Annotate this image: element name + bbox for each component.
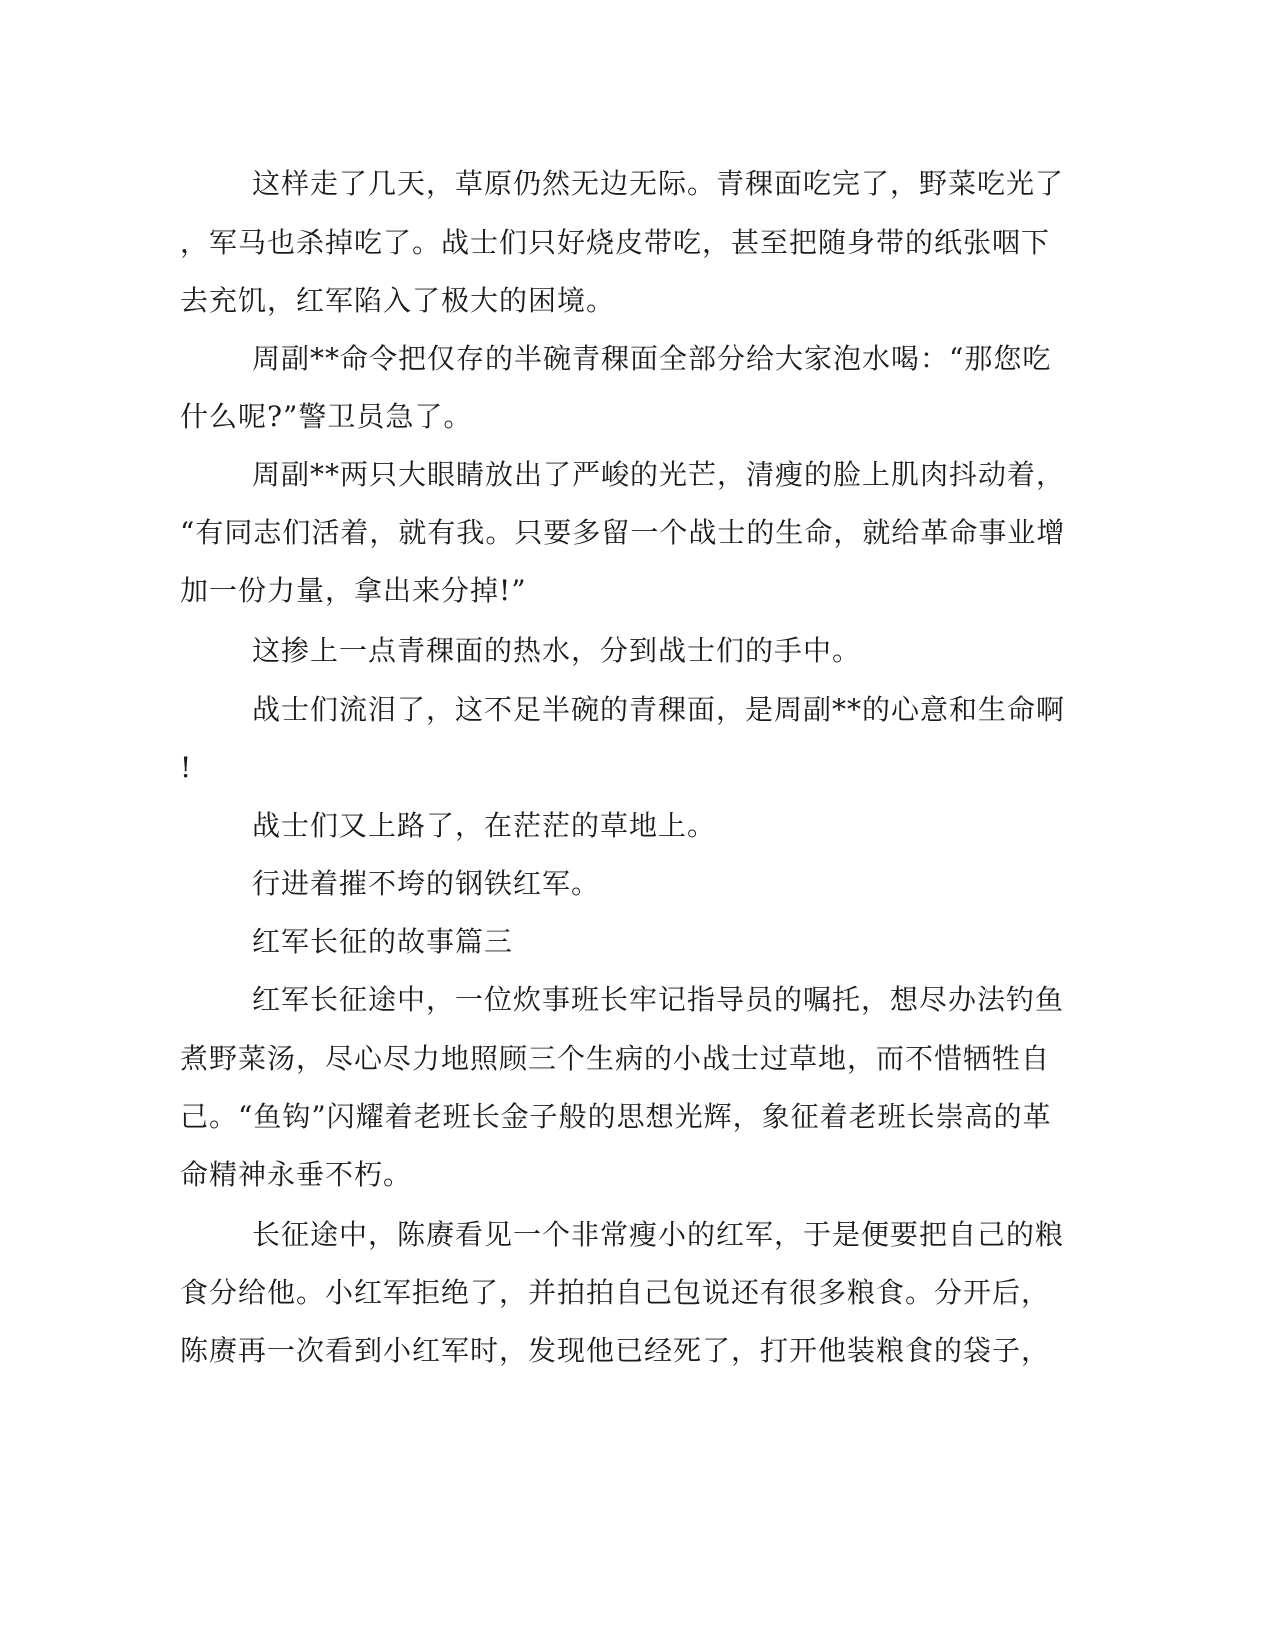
paragraph-line: 什么呢?”警卫员急了。 [180, 400, 473, 433]
paragraph-line: 战士们又上路了，在茫茫的草地上。 [252, 809, 717, 842]
paragraph-line: 战士们流泪了，这不足半碗的青稞面，是周副**的心意和生命啊 [252, 693, 1066, 726]
paragraph-line: 陈赓再一次看到小红军时，发现他已经死了，打开他装粮食的袋子， [180, 1334, 1051, 1367]
paragraph-line: 加一份力量，拿出来分掉!” [180, 574, 527, 607]
paragraph-line: 这样走了几天，草原仍然无边无际。青稞面吃完了，野菜吃光了 [252, 167, 1065, 200]
paragraph-line: 周副**两只大眼睛放出了严峻的光芒，清瘦的脸上肌肉抖动着， [252, 458, 1066, 491]
paragraph-line: ，军马也杀掉吃了。战士们只好烧皮带吃，甚至把随身带的纸张咽下 [180, 226, 1051, 259]
paragraph-line: 煮野菜汤，尽心尽力地照顾三个生病的小战士过草地，而不惜牺牲自 [180, 1042, 1051, 1075]
paragraph-line: 这掺上一点青稞面的热水，分到战士们的手中。 [252, 634, 862, 667]
paragraph-line: 去充饥，红军陷入了极大的困境。 [180, 284, 616, 317]
paragraph-line: 红军长征途中，一位炊事班长牢记指导员的嘱托，想尽办法钓鱼 [252, 983, 1065, 1016]
paragraph-line: 长征途中，陈赓看见一个非常瘦小的红军，于是便要把自己的粮 [252, 1218, 1065, 1251]
paragraph-line: “有同志们活着，就有我。只要多留一个战士的生命，就给革命事业增 [180, 516, 1066, 549]
paragraph-line: ! [180, 751, 193, 784]
paragraph-line: 命精神永垂不朽。 [180, 1158, 413, 1191]
section-heading: 红军长征的故事篇三 [252, 925, 514, 958]
paragraph-line: 周副**命令把仅存的半碗青稞面全部分给大家泡水喝：“那您吃 [252, 342, 1052, 375]
paragraph-line: 食分给他。小红军拒绝了，并拍拍自己包说还有很多粮食。分开后， [180, 1276, 1051, 1309]
paragraph-line: 己。“鱼钩”闪耀着老班长金子般的思想光辉，象征着老班长崇高的革 [180, 1100, 1052, 1133]
paragraph-line: 行进着摧不垮的钢铁红军。 [252, 867, 601, 900]
